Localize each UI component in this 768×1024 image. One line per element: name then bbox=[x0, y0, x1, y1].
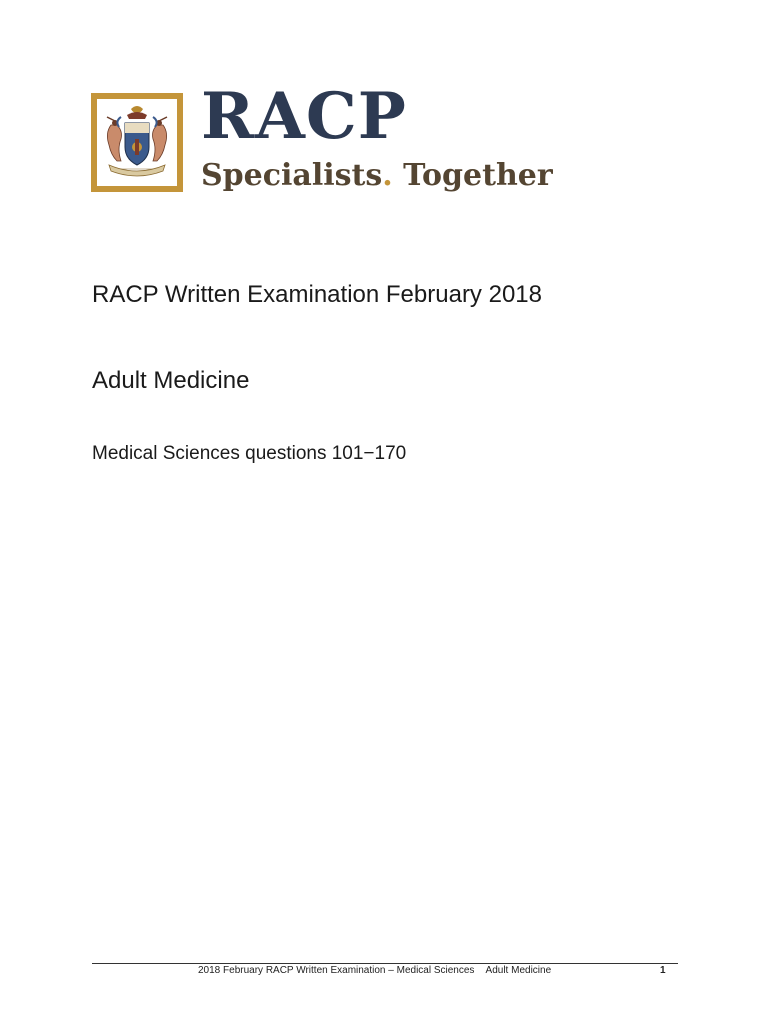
racp-logo bbox=[91, 79, 553, 201]
page-number: 1 bbox=[660, 965, 666, 976]
document-section: Medical Sciences questions 101−170 bbox=[92, 443, 407, 464]
footer-text: 2018 February RACP Written Examination – Medical Sciences Adult Medicine bbox=[198, 965, 552, 976]
document-subtitle: Adult Medicine bbox=[92, 367, 250, 394]
logo-tagline bbox=[201, 158, 553, 193]
coat-of-arms-crest bbox=[91, 93, 183, 192]
document-title: RACP Written Examination February 2018 bbox=[92, 281, 542, 308]
footer-divider bbox=[92, 963, 678, 964]
tagline-together: Together bbox=[392, 158, 553, 193]
logo-wordmark: RACP bbox=[201, 79, 407, 154]
tagline-dot: . bbox=[382, 158, 393, 193]
crest-icon bbox=[101, 103, 173, 182]
tagline-specialists: Specialists bbox=[201, 158, 383, 193]
